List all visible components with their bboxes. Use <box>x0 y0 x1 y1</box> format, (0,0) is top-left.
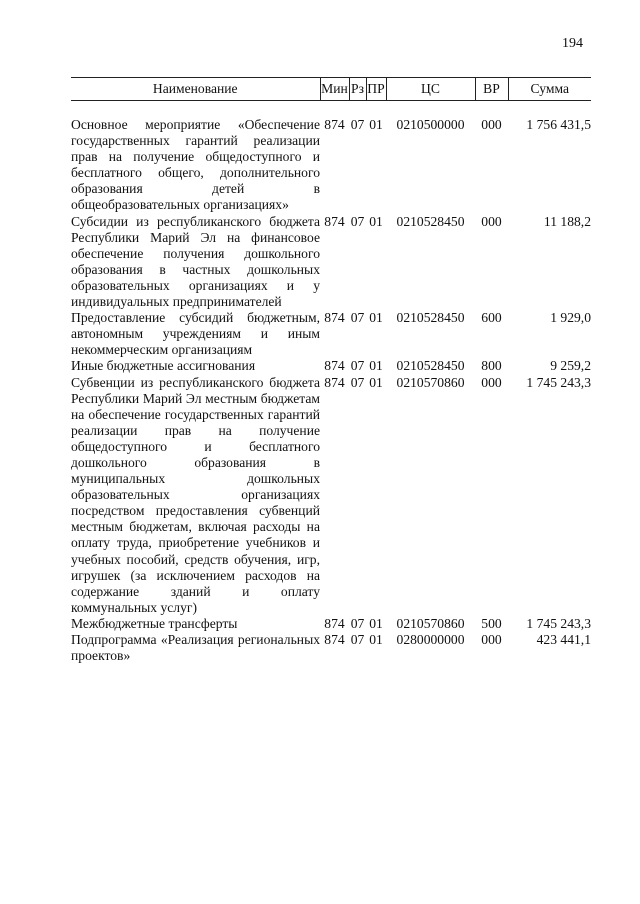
row-sum: 1 756 431,5 <box>526 117 591 132</box>
row-vr: 000 <box>481 213 502 229</box>
table-row <box>71 616 591 632</box>
row-cs: 0210570860 <box>396 615 465 631</box>
row-min: 874 <box>324 374 345 390</box>
row-cs: 0210528450 <box>396 310 465 326</box>
column-header-cs: ЦС <box>386 78 475 101</box>
row-min: 874 <box>324 310 345 326</box>
column-header-name: Наименование <box>71 78 320 101</box>
table-row <box>71 375 591 616</box>
row-pr: 01 <box>369 117 383 132</box>
row-min: 874 <box>324 358 345 374</box>
row-cs: 0210570860 <box>396 374 465 390</box>
row-sum: 9 259,2 <box>550 358 591 374</box>
row-name: Межбюджетные трансферты <box>71 615 238 631</box>
row-rz: 07 <box>350 117 365 132</box>
row-rz: 07 <box>350 358 365 374</box>
row-cs: 0280000000 <box>396 632 465 647</box>
table-row <box>71 117 591 214</box>
row-min: 874 <box>324 632 345 647</box>
row-pr: 01 <box>369 615 383 631</box>
column-header-rz: Рз <box>349 78 366 101</box>
table-header-row <box>71 78 591 101</box>
row-name: Основное мероприятие «Обеспечение государственных гарантий реализации прав на получение общедоступного и бесплатного общего, дополнительного образования детей в общеобразовательных организациях» <box>71 117 320 213</box>
row-name: Субвенции из республиканского бюджета Республики Марий Эл местным бюджетам на обеспечение государственных гарантий реализации прав на получение общедоступного и бесплатного дошкольного образования в муниципальных дошкольных образовательных организациях посредством предоставления субвенций местным бюджетам, включая расходы на оплату труда, приобретение учебников и учебных пособий, средств обучения, игр, игрушек (за исключением расходов на содержание зданий и оплату коммунальных услуг) <box>71 374 320 615</box>
table-row <box>71 632 591 664</box>
row-vr: 000 <box>481 374 502 390</box>
row-vr: 600 <box>481 310 502 326</box>
row-pr: 01 <box>369 310 383 326</box>
row-name: Субсидии из республиканского бюджета Республики Марий Эл на финансовое обеспечение получения дошкольного образования в частных дошкольных образовательных организациях и у индивидуальных предпринимателей <box>71 213 320 310</box>
row-cs: 0210528450 <box>396 213 465 229</box>
row-sum: 1 929,0 <box>550 310 591 326</box>
row-name: Подпрограмма «Реализация региональных проектов» <box>71 632 320 664</box>
column-header-min: Мин <box>320 78 349 101</box>
row-cs: 0210528450 <box>396 358 465 374</box>
row-sum: 423 441,1 <box>536 632 591 647</box>
row-rz: 07 <box>350 632 365 647</box>
row-vr: 000 <box>481 632 502 647</box>
row-sum: 11 188,2 <box>543 213 591 229</box>
row-rz: 07 <box>350 213 365 229</box>
row-sum: 1 745 243,3 <box>526 374 591 390</box>
column-header-sum: Сумма <box>508 78 591 101</box>
table-row <box>71 214 591 311</box>
column-header-vr: ВР <box>475 78 508 101</box>
table-row <box>71 358 591 374</box>
row-cs: 0210500000 <box>396 117 465 132</box>
row-vr: 000 <box>481 117 502 132</box>
budget-table <box>71 77 591 664</box>
row-pr: 01 <box>369 358 383 374</box>
row-min: 874 <box>324 117 345 132</box>
row-rz: 07 <box>350 374 365 390</box>
row-rz: 07 <box>350 310 365 326</box>
row-pr: 01 <box>369 374 383 390</box>
row-rz: 07 <box>350 615 365 631</box>
row-min: 874 <box>324 213 345 229</box>
row-sum: 1 745 243,3 <box>526 615 591 631</box>
row-pr: 01 <box>369 632 383 647</box>
row-name: Иные бюджетные ассигнования <box>71 358 256 374</box>
row-vr: 800 <box>481 358 502 374</box>
page-number: 194 <box>562 36 583 51</box>
column-header-pr: ПР <box>366 78 386 101</box>
row-vr: 500 <box>481 615 502 631</box>
row-min: 874 <box>324 615 345 631</box>
row-pr: 01 <box>369 213 383 229</box>
table-row <box>71 310 591 358</box>
header-spacer <box>71 101 591 118</box>
row-name: Предоставление субсидий бюджетным, автономным учреждениям и иным некоммерческим организациям <box>71 310 320 358</box>
